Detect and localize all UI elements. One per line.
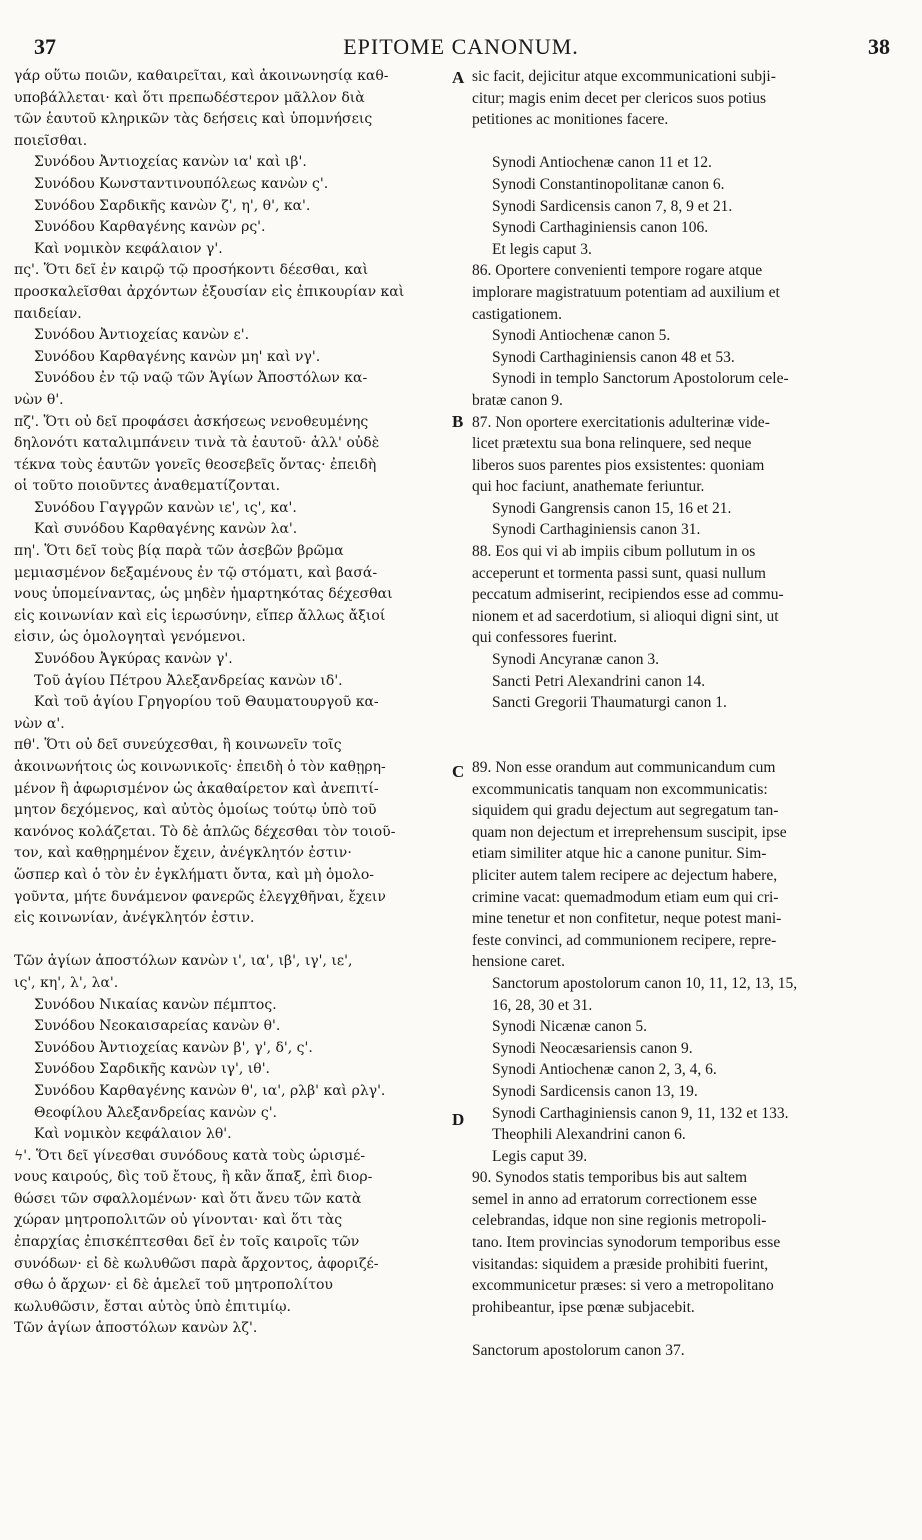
- greek-text-line: νους καιρούς, δὶς τοῦ ἔτους, ἢ κἂν ἅπαξ, ἐπὶ διορ-: [14, 1169, 373, 1186]
- latin-text-line: 89. Non esse orandum aut communicandum cum: [472, 759, 776, 776]
- greek-text-line: Συνόδου Ἀντιοχείας κανὼν β', γ', δ', ς'.: [34, 1039, 313, 1056]
- greek-text-line: παιδείαν.: [14, 305, 82, 322]
- blank-line: [472, 714, 896, 736]
- latin-text-line: feste convinci, ad communionem recipere, repre-: [472, 931, 777, 949]
- greek-text-line: Καὶ νομικὸν κεφάλαιον γ'.: [34, 240, 223, 257]
- latin-text-line: Synodi Antiochenæ canon 5.: [492, 327, 671, 345]
- latin-text-line: prohibeantur, ipse pœnæ subjacebit.: [472, 1298, 695, 1316]
- greek-text-line: τον, καὶ καθῃρημένον ἔχειν, ἀνέγκλητόν ἐστιν·: [14, 845, 352, 862]
- greek-text-line: Καὶ τοῦ ἁγίου Γρηγορίου τοῦ Θαυματουργοῦ κα-: [34, 694, 379, 711]
- latin-text-line: 87. Non oportere exercitationis adulterinæ vide-: [472, 413, 770, 431]
- greek-text-line: δηλονότι καταλιμπάνειν τινὰ τὰ ἑαυτοῦ· ἀλλ' οὐδὲ: [14, 435, 380, 452]
- greek-text-line: γοῦντα, μήτε δυνάμενον φανερῶς ἐλεγχθῆναι, ἔχειν: [14, 888, 386, 905]
- latin-text-line: Theophili Alexandrini canon 6.: [492, 1126, 686, 1144]
- latin-text-line: tano. Item provincias synodorum temporibus esse: [472, 1234, 781, 1252]
- greek-text-line: συνόδων· εἰ δὲ κωλυθῶσι παρὰ ἄρχοντος, ἀφοριζέ-: [14, 1255, 379, 1272]
- greek-text-line: ὥσπερ καὶ ὁ τὸν ἐν ἐγκλήματι ὄντα, καὶ μὴ ὁμολο-: [14, 866, 374, 883]
- greek-text-line: κωλυθῶσιν, ἔσται αὐτὸς ὑπὸ ἐπιτιμίῳ.: [14, 1298, 291, 1315]
- margin-letter-b: B: [452, 412, 464, 431]
- greek-text-line: Συνόδου Κωνσταντινουπόλεως κανὼν ς'.: [34, 175, 329, 192]
- greek-text-line: Συνόδου Σαρδικῆς κανὼν ιγ', ιθ'.: [34, 1061, 271, 1078]
- greek-text-line: νὼν θ'.: [14, 391, 64, 408]
- latin-text-line: Synodi Antiochenæ canon 11 et 12.: [492, 154, 712, 172]
- greek-text-line: Συνόδου Ἀντιοχείας κανὼν ια' καὶ ιβ'.: [34, 154, 307, 171]
- latin-text-line: hensione caret.: [472, 953, 565, 971]
- greek-text-line: θώσει τῶν σφαλλομένων· καὶ ὅτι ἄνευ τῶν κατὰ: [14, 1190, 362, 1207]
- greek-text-line: ϟ'. Ὅτι δεῖ γίνεσθαι συνόδους κατὰ τοὺς ὡρισμέ-: [14, 1147, 366, 1164]
- latin-text-line: licet prætextu sua bona relinquere, sed neque: [472, 435, 752, 453]
- greek-text-line: γάρ οὕτω ποιῶν, καθαιρεῖται, καὶ ἀκοινωνησίᾳ καθ-: [14, 68, 389, 84]
- latin-text-line: etiam similiter atque hic a canone punitur. Sim-: [472, 845, 767, 863]
- greek-text-line: κανόνος κολάζεται. Τὸ δὲ ἁπλῶς δέχεσθαι τὸν τοιοῦ-: [14, 823, 396, 840]
- latin-text-line: celebrandas, idque non sine regionis metropoli-: [472, 1212, 767, 1230]
- greek-text-line: Τῶν ἁγίων ἀποστόλων κανὼν ι', ια', ιβ', ιγ', ιε',: [14, 953, 353, 970]
- page-number-right: 38: [868, 34, 890, 59]
- latin-text-line: semel in anno ad erratorum correctionem esse: [472, 1190, 757, 1208]
- latin-column: [472, 66, 896, 1362]
- latin-text-line: peccatum admiserint, recipiendos esse ad commu-: [472, 586, 784, 604]
- latin-text-line: 16, 28, 30 et 31.: [492, 996, 593, 1014]
- latin-text-line: siquidem qui gradu dejectum aut segregatum tan-: [472, 802, 779, 820]
- latin-text-line: Synodi Carthaginiensis canon 9, 11, 132 et 133.: [492, 1104, 789, 1122]
- latin-text-line: quam non dejectum et irreprehensum suscipit, ipse: [472, 823, 787, 841]
- greek-text-line: πζ'. Ὅτι οὐ δεῖ προφάσει ἀσκήσεως νενοθευμένης: [14, 413, 369, 430]
- greek-text-line: σθω ὁ ἄρχων· εἰ δὲ ἀμελεῖ τοῦ μητροπολίτου: [14, 1277, 333, 1294]
- latin-text-line: sic facit, dejicitur atque excommunicationi subji-: [472, 68, 776, 85]
- margin-letter-c: C: [452, 762, 465, 781]
- greek-text-line: εἰς κοινωνίαν, ἀνέγκλητόν ἐστιν.: [14, 910, 255, 927]
- latin-text-line: Et legis caput 3.: [492, 240, 592, 258]
- latin-text-line: excommunicetur præses: si vero a metropolitano: [472, 1277, 774, 1295]
- greek-text-line: νους ὑπομείναντας, ὡς μηδὲν ἡμαρτηκότας δέχεσθαι: [14, 586, 393, 603]
- greek-text-line: Καὶ συνόδου Καρθαγένης κανὼν λα'.: [34, 521, 298, 538]
- latin-text-line: castigationem.: [472, 305, 562, 323]
- greek-text-line: Συνόδου Καρθαγένης κανὼν ρς'.: [34, 219, 266, 236]
- latin-text-line: nionem et ad sacerdotium, si alioqui digni sint, ut: [472, 607, 779, 625]
- latin-text-line: 86. Oportere convenienti tempore rogare atque: [472, 262, 763, 280]
- greek-text-line: οἱ τοῦτο ποιοῦντες ἀναθεματίζονται.: [14, 478, 281, 495]
- latin-text-line: Synodi in templo Sanctorum Apostolorum cele-: [492, 370, 789, 388]
- latin-text-line: Sancti Petri Alexandrini canon 14.: [492, 672, 706, 690]
- greek-column: [14, 66, 446, 1340]
- greek-text-line: Τῶν ἁγίων ἀποστόλων κανὼν λζ'.: [14, 1320, 258, 1337]
- latin-text-line: 88. Eos qui vi ab impiis cibum pollutum in os: [472, 543, 756, 561]
- latin-text-line: liberos suos parentes pios exsistentes: quoniam: [472, 456, 765, 474]
- blank-line: [472, 735, 896, 757]
- blank-line: [472, 1318, 896, 1340]
- greek-text-line: ποιεῖσθαι.: [14, 132, 88, 149]
- greek-text-line: Συνόδου Σαρδικῆς κανὼν ζ', η', θ', κα'.: [34, 197, 311, 214]
- latin-text-line: qui confessores fuerint.: [472, 629, 618, 647]
- greek-text-line: τῶν ἑαυτοῦ κληρικῶν τὰς δεήσεις καὶ ὑπομνήσεις: [14, 111, 373, 128]
- greek-text-line: εἰσιν, ὡς ὁμολογηταὶ γενόμενοι.: [14, 629, 246, 646]
- latin-text-line: bratæ canon 9.: [472, 391, 563, 409]
- greek-text-line: μητον δεχόμενος, καὶ αὐτὸς ὁμοίως τούτῳ ὑπὸ τοῦ: [14, 802, 377, 819]
- greek-text-line: πθ'. Ὅτι οὐ δεῖ συνεύχεσθαι, ἢ κοινωνεῖν τοῖς: [14, 737, 342, 754]
- greek-text-line: προσκαλεῖσθαι ἀρχόντων ἐξουσίαν εἰς ἐπικουρίαν καὶ: [14, 283, 405, 300]
- margin-letter-a: A: [452, 68, 465, 87]
- greek-text-line: μεμιασμένον δεξαμένους ἐν τῷ στόματι, καὶ βασά-: [14, 564, 378, 581]
- greek-text-line: Συνόδου Ἀγκύρας κανὼν γ'.: [34, 651, 233, 668]
- latin-text-line: Sanctorum apostolorum canon 10, 11, 12, 13, 15,: [492, 974, 798, 992]
- greek-text-line: χώραν μητροπολιτῶν οὐ γίνονται· καὶ ὅτι τὰς: [14, 1212, 343, 1229]
- latin-text-line: Synodi Neocæsariensis canon 9.: [492, 1039, 693, 1057]
- greek-text-line: ις', κη', λ', λα'.: [14, 974, 119, 991]
- latin-text-line: Synodi Carthaginiensis canon 48 et 53.: [492, 348, 735, 366]
- greek-text-line: ἐπαρχίας ἐπισκέπτεσθαι δεῖ ἐν τοῖς καιροῖς τῶν: [14, 1234, 360, 1251]
- latin-text-line: excommunicatis tanquam non excommunicatis:: [472, 780, 768, 798]
- greek-text-line: τέκνα τοὺς ἑαυτῶν γονεῖς θεοσεβεῖς ὄντας· ἐπειδὴ: [14, 456, 377, 473]
- latin-text-line: Synodi Antiochenæ canon 2, 3, 4, 6.: [492, 1061, 717, 1079]
- latin-text-line: Synodi Carthaginiensis canon 31.: [492, 521, 701, 539]
- greek-text-line: πς'. Ὅτι δεῖ ἐν καιρῷ τῷ προσήκοντι δέεσθαι, καὶ: [14, 262, 369, 279]
- latin-text-line: acceperunt et tormenta passi sunt, quasi nullum: [472, 564, 766, 582]
- latin-text-line: pliciter autem talem recipere ac dejectum habere,: [472, 866, 778, 884]
- greek-text-line: Συνόδου Γαγγρῶν κανὼν ιε', ις', κα'.: [34, 499, 297, 516]
- latin-text-line: Synodi Constantinopolitanæ canon 6.: [492, 175, 725, 193]
- running-title: EPITOME CANONUM.: [343, 34, 579, 59]
- page-header: [0, 0, 922, 60]
- blank-line: [472, 131, 896, 153]
- greek-text-line: υποβάλλεται· καὶ ὅτι πρεπωδέστερον μᾶλλον διὰ: [14, 89, 365, 106]
- latin-text-line: Synodi Ancyranæ canon 3.: [492, 651, 660, 669]
- blank-line: [14, 930, 446, 952]
- latin-text-line: crimine vacat: quemadmodum etiam eum qui cri-: [472, 888, 779, 906]
- greek-text-line: Συνόδου Νικαίας κανὼν πέμπτος.: [34, 996, 277, 1013]
- latin-text-line: Legis caput 39.: [492, 1147, 588, 1165]
- latin-text-line: 90. Synodos statis temporibus bis aut saltem: [472, 1169, 748, 1187]
- greek-text-line: Συνόδου ἐν τῷ ναῷ τῶν Ἁγίων Ἀποστόλων κα-: [34, 370, 368, 387]
- page-number-left: 37: [34, 34, 56, 59]
- latin-text-line: Synodi Gangrensis canon 15, 16 et 21.: [492, 499, 732, 517]
- greek-text-line: Καὶ νομικὸν κεφάλαιον λθ'.: [34, 1126, 232, 1143]
- greek-text-line: Συνόδου Νεοκαισαρείας κανὼν θ'.: [34, 1018, 281, 1035]
- latin-text-line: qui hoc faciunt, anathemate feriuntur.: [472, 478, 705, 496]
- greek-text-line: μένον ἢ ἀφωρισμένον ὡς ἀκαθαίρετον καὶ ἀνεπιτί-: [14, 780, 379, 797]
- latin-text-line: Sancti Gregorii Thaumaturgi canon 1.: [492, 694, 727, 712]
- greek-text-line: νὼν α'.: [14, 715, 65, 732]
- greek-text-line: Τοῦ ἁγίου Πέτρου Ἀλεξανδρείας κανὼν ιδ'.: [34, 672, 343, 689]
- latin-text-line: mine tenetur et non confitetur, neque potest mani-: [472, 910, 782, 928]
- greek-text-line: Συνόδου Καρθαγένης κανὼν μη' καὶ νγ'.: [34, 348, 321, 365]
- latin-text-line: visitandas: siquidem a præside prohibiti fuerint,: [472, 1255, 769, 1273]
- greek-text-line: πη'. Ὅτι δεῖ τοὺς βίᾳ παρὰ τῶν ἀσεβῶν βρῶμα: [14, 543, 344, 560]
- greek-text-line: Θεοφίλου Ἀλεξανδρείας κανὼν ς'.: [34, 1104, 278, 1121]
- latin-text-line: Sanctorum apostolorum canon 37.: [472, 1342, 685, 1360]
- latin-text-line: Synodi Nicænæ canon 5.: [492, 1018, 647, 1036]
- greek-text-line: ἀκοινωνήτοις ὡς κοινωνικοῖς· ἐπειδὴ ὁ τὸν καθῃρη-: [14, 759, 386, 775]
- latin-text-line: Synodi Carthaginiensis canon 106.: [492, 219, 709, 237]
- latin-text-line: Synodi Sardicensis canon 13, 19.: [492, 1082, 698, 1100]
- margin-letter-d: D: [452, 1110, 465, 1129]
- latin-text-line: petitiones ac monitiones facere.: [472, 111, 669, 129]
- greek-text-line: Συνόδου Ἀντιοχείας κανὼν ε'.: [34, 327, 250, 344]
- greek-text-line: Συνόδου Καρθαγένης κανὼν θ', ια', ρλβ' καὶ ρλγ'.: [34, 1082, 386, 1099]
- latin-text-line: Synodi Sardicensis canon 7, 8, 9 et 21.: [492, 197, 733, 215]
- greek-text-line: εἰς κοινωνίαν καὶ εἰς ἱερωσύνην, εἴπερ ἄλλως ἄξιοί: [14, 607, 386, 624]
- latin-text-line: implorare magistratuum potentiam ad auxilium et: [472, 283, 780, 301]
- latin-text-line: citur; magis enim decet per clericos suos potius: [472, 89, 766, 107]
